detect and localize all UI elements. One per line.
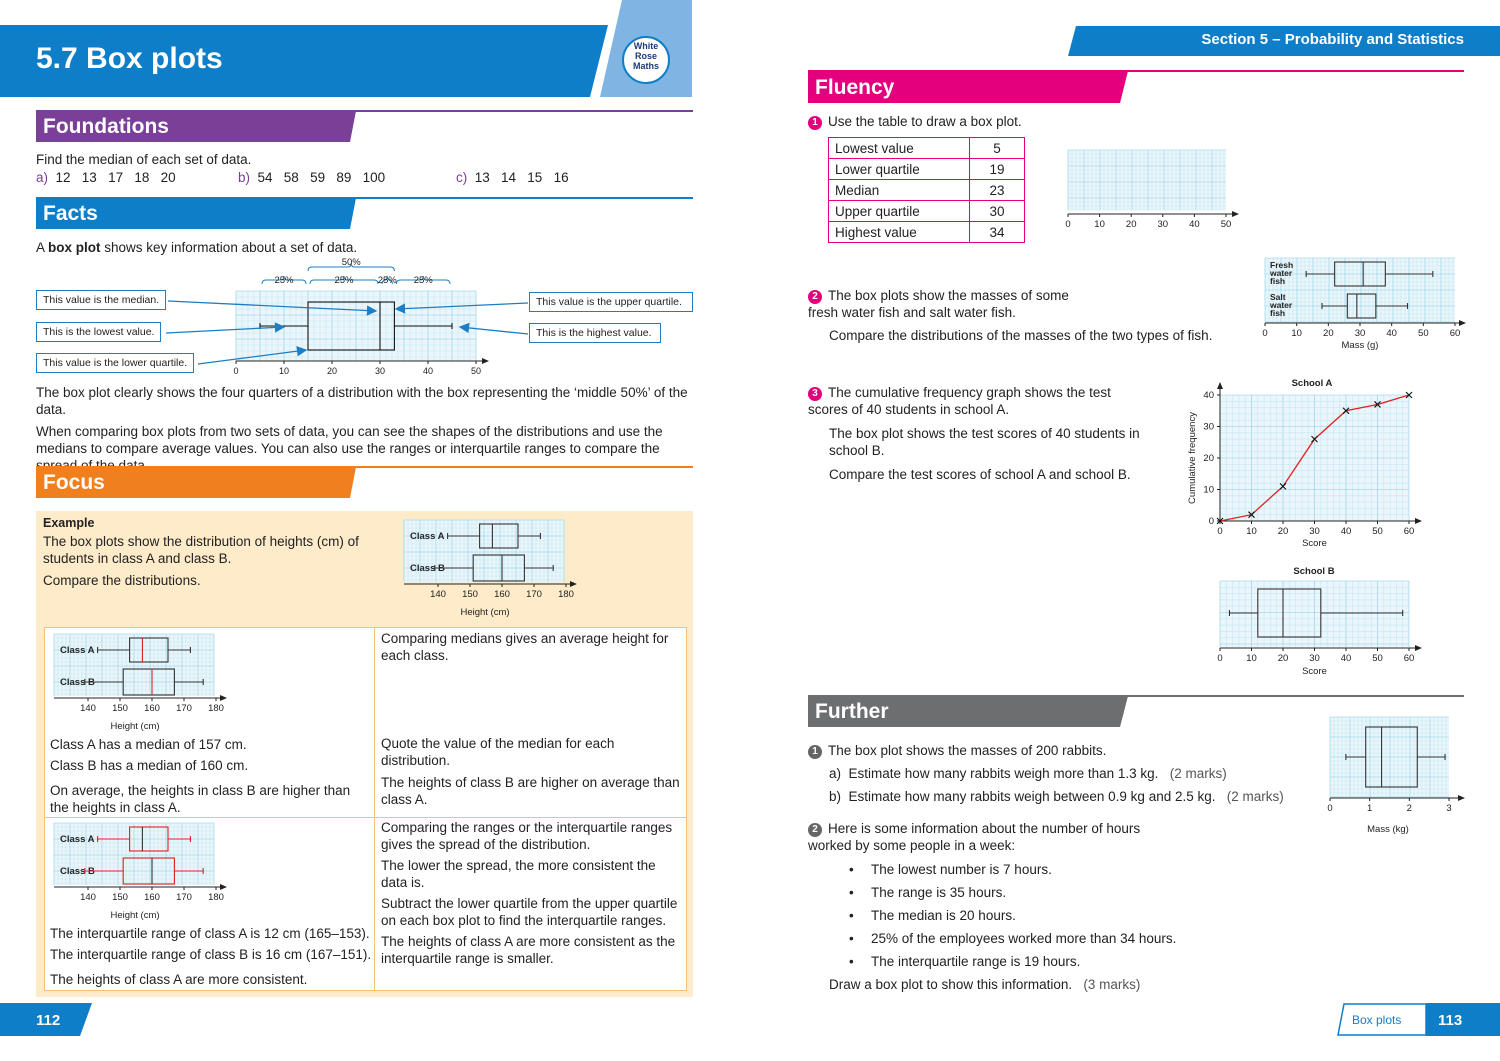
x-axis-arrow: [1415, 645, 1422, 651]
fluency-q3-text2: The box plot shows the test scores of 40 students in school B.: [829, 426, 1140, 458]
y-axis-arrow: [1217, 382, 1223, 389]
x-tick-label: 50: [1220, 219, 1232, 230]
salt-water-fish-label: water: [1270, 300, 1293, 310]
row1-right-text: Quote the value of the median for each distribution. The heights of class B are higher on average than class A.: [381, 736, 680, 807]
callout-upper-quartile: This value is the upper quartile.: [529, 292, 693, 312]
middle-half-label: 50%: [341, 257, 361, 268]
x-tick-label: 160: [494, 589, 510, 600]
callout-lowest: This is the lowest value.: [36, 322, 161, 342]
x-tick-label: 20: [326, 366, 338, 376]
callout-arrows: [0, 280, 700, 380]
x-axis-arrow: [220, 695, 227, 701]
fluency-q3: 3 The cumulative frequency graph shows the test scores of 40 students in school A.: [808, 385, 1111, 417]
y-tick-label: 0: [1208, 516, 1214, 527]
rabbit-x-label: Mass (kg): [1367, 824, 1409, 835]
x-tick-label: 140: [80, 703, 96, 714]
salt-water-fish-label: Salt: [1270, 292, 1286, 302]
x-tick-label: 50: [470, 366, 482, 376]
foundations-part-b: b) 54 58 59 89 100: [238, 170, 386, 185]
x-tick-label: 20: [1277, 653, 1289, 664]
foundations-part-a: a) 12 13 17 18 20: [36, 170, 176, 185]
x-axis-arrow: [1458, 795, 1465, 801]
class-b-label: Class B: [60, 677, 95, 688]
left-page-number: 112: [36, 1012, 61, 1029]
x-tick-label: 10: [1291, 328, 1302, 339]
fluency-q2-task: Compare the distributions of the masses of the two types of fish.: [829, 328, 1213, 343]
x-tick-label: 170: [176, 703, 192, 714]
facts-intro: A box plot shows key information about a set of data.: [36, 240, 358, 255]
example-label: Example: [43, 516, 95, 530]
x-tick-label: 40: [1189, 219, 1200, 230]
bullet-item: • The range is 35 hours.: [871, 884, 1321, 901]
cf-x-label: Score: [1302, 538, 1327, 549]
example-box-plots: [400, 516, 590, 620]
x-tick-label: 40: [1386, 328, 1397, 339]
further-q2: 2 Here is some information about the number of hours worked by some people in a week:: [808, 821, 1141, 853]
class-a-label: Class A: [410, 531, 445, 542]
x-axis-arrow: [220, 884, 227, 890]
fluency-heading: Fluency: [815, 76, 895, 99]
x-tick-label: 10: [1094, 219, 1105, 230]
further-heading: Further: [815, 700, 889, 723]
quarter-label: 25%: [274, 275, 294, 286]
bullet-item: • The median is 20 hours.: [871, 907, 1321, 924]
class-a-label: Class A: [60, 834, 95, 845]
salt-water-fish-label: fish: [1270, 308, 1286, 318]
row1-right-top: Comparing medians gives an average height for each class.: [381, 631, 669, 663]
school-b-title: School B: [1293, 566, 1335, 577]
x-tick-label: 10: [1246, 653, 1257, 664]
class-a-label: Class A: [60, 645, 95, 656]
x-axis-arrow: [1232, 211, 1239, 217]
fresh-water-fish-label: water: [1270, 268, 1293, 278]
q1-number: 1: [808, 116, 822, 130]
foundations-part-c: c) 13 14 15 16: [456, 170, 569, 185]
school-a-cumulative-frequency-graph: [1180, 375, 1440, 555]
x-tick-label: 10: [1246, 526, 1257, 537]
x-tick-label: 30: [1354, 328, 1366, 339]
row1-left-text: Class A has a median of 157 cm. Class B has a median of 160 cm. On average, the heights in class B are higher than the heights in class A.: [50, 737, 351, 815]
q1-blank-grid: [1060, 148, 1250, 238]
school-b-x-label: Score: [1302, 666, 1327, 677]
rabbit-mass-box-plot: [1318, 713, 1478, 837]
further-q1: 1 The box plot shows the masses of 200 rabbits.: [808, 742, 1106, 759]
foundations-instruction: Find the median of each set of data.: [36, 152, 252, 167]
height-axis-label: Height (cm): [110, 910, 160, 921]
x-tick-label: 180: [208, 703, 224, 714]
q1-data-table: Lowest value 5 Lower quartile 19 Median 23 Upper quartile 30 Highest value 34: [828, 137, 1025, 243]
facts-heading: Facts: [43, 202, 98, 225]
section-title: Section 5 – Probability and Statistics: [1201, 31, 1464, 48]
foundations-heading: Foundations: [43, 115, 169, 138]
callout-lower-quartile: This value is the lower quartile.: [36, 353, 194, 373]
fresh-water-fish-label: fish: [1270, 276, 1286, 286]
x-tick-label: 50: [1372, 653, 1383, 664]
q3-number: 3: [808, 387, 822, 401]
x-tick-label: 50: [1418, 328, 1429, 339]
x-tick-label: 140: [80, 892, 96, 903]
fluency-q3-text3: Compare the test scores of school A and school B.: [829, 467, 1131, 482]
facts-paragraph-2: When comparing box plots from two sets of data, you can see the shapes of the distributions and use the medians to compare average values. You can also use the ranges or interquartile ranges to compare the: [36, 424, 663, 456]
x-tick-label: 40: [422, 366, 434, 376]
y-tick-label: 20: [1203, 453, 1214, 464]
height-axis-label: Height (cm): [110, 721, 160, 732]
q2-number: 2: [808, 290, 822, 304]
callout-highest: This is the highest value.: [529, 323, 661, 343]
x-tick-label: 20: [1125, 219, 1137, 230]
further-q1a: a) Estimate how many rabbits weigh more than 1.3 kg. (2 marks): [829, 766, 1227, 781]
x-tick-label: 150: [112, 892, 128, 903]
x-tick-label: 0: [1262, 328, 1268, 339]
callout-median: This value is the median.: [36, 290, 166, 310]
y-tick-label: 40: [1203, 390, 1214, 401]
x-tick-label: 60: [1403, 526, 1415, 537]
x-tick-label: 150: [112, 703, 128, 714]
x-tick-label: 20: [1323, 328, 1334, 339]
x-tick-label: 170: [526, 589, 542, 600]
further-q2-number: 2: [808, 823, 822, 837]
class-b-label: Class B: [60, 866, 95, 877]
bullet-item: • 25% of the employees worked more than 34 hours.: [871, 930, 1321, 947]
row2-right-text: Comparing the ranges or the interquartile ranges gives the spread of the distribution. The lower the spread, the more consistent the data is. Subtract the lower quartile from the upper quartile on each box plot to find the interquartile ranges. The heights of class A are more consistent as the interquartile range is smaller.: [381, 820, 678, 966]
further-q2-task: Draw a box plot to show this information. (3 marks): [829, 977, 1141, 992]
bullet-item: • The lowest number is 7 hours.: [871, 861, 1321, 878]
chapter-title: 5.7 Box plots: [36, 42, 223, 75]
x-tick-label: 180: [208, 892, 224, 903]
fish-axis-label: Mass (g): [1341, 340, 1379, 351]
x-tick-label: 20: [1277, 526, 1289, 537]
further-q1-number: 1: [808, 745, 822, 759]
x-tick-label: 160: [144, 892, 160, 903]
x-tick-label: 40: [1340, 653, 1352, 664]
white-rose-logo: White Rose Maths: [632, 41, 659, 71]
fluency-q1: 1 Use the table to draw a box plot.: [808, 113, 1022, 130]
example-task: Compare the distributions.: [43, 573, 201, 588]
y-tick-label: 10: [1203, 484, 1214, 496]
x-tick-label: 60: [1403, 653, 1415, 664]
class-b-label: Class B: [410, 563, 445, 574]
x-tick-label: 140: [430, 589, 446, 600]
focus-heading: Focus: [43, 471, 105, 494]
x-tick-label: 50: [1372, 526, 1383, 537]
school-b-box-plot: [1180, 563, 1440, 681]
x-tick-label: 0: [1327, 803, 1333, 814]
cf-y-label: Cumulative frequency: [1187, 412, 1198, 504]
row1-box-plots: [50, 630, 240, 734]
row2-left-text: The interquartile range of class A is 12 cm (165–153). The interquartile range of class B is 16 cm (167–151). The heights of class A are more consistent.: [50, 926, 372, 987]
height-axis-label: Height (cm): [460, 607, 510, 618]
x-tick-label: 2: [1406, 803, 1412, 814]
facts-paragraph-1: The box plot clearly shows the four quarters of a distribution with the box representing the ‘middle 50%’ of the data.: [36, 385, 688, 417]
quarter-label: 25%: [377, 275, 397, 286]
x-tick-label: 170: [176, 892, 192, 903]
footer-topic-tag: Box plots: [1352, 1013, 1402, 1027]
x-tick-label: 150: [462, 589, 478, 600]
fish-box-plots: [1255, 255, 1475, 355]
x-tick-label: 0: [233, 366, 239, 376]
x-tick-label: 40: [1340, 526, 1352, 537]
quarter-label: 25%: [334, 275, 354, 286]
further-q1b: b) Estimate how many rabbits weigh between 0.9 kg and 2.5 kg. (2 marks): [829, 789, 1284, 804]
bullet-item: • The interquartile range is 19 hours.: [871, 953, 1321, 970]
x-tick-label: 1: [1367, 803, 1373, 814]
x-tick-label: 3: [1446, 803, 1452, 814]
x-tick-label: 160: [144, 703, 160, 714]
row2-box-plots: [50, 819, 240, 923]
fluency-q2: 2 The box plots show the masses of some fresh water fish and salt water fish.: [808, 288, 1069, 320]
example-text: The box plots show the distribution of heights (cm) of students in class A and class B.: [43, 534, 359, 566]
x-tick-label: 0: [1065, 219, 1071, 230]
x-tick-label: 0: [1217, 653, 1223, 664]
x-tick-label: 30: [374, 366, 386, 376]
school-a-title: School A: [1291, 378, 1333, 389]
x-axis-arrow: [1415, 518, 1422, 524]
quarter-label: 25%: [413, 275, 433, 286]
y-tick-label: 30: [1203, 421, 1214, 433]
x-tick-label: 30: [1309, 526, 1320, 537]
x-tick-label: 10: [278, 366, 290, 376]
x-tick-label: 180: [558, 589, 574, 600]
right-page-number: 113: [1438, 1012, 1463, 1029]
grid-background: [1068, 150, 1226, 210]
x-tick-label: 60: [1449, 328, 1461, 339]
x-axis-arrow: [1459, 320, 1466, 326]
x-tick-label: 30: [1157, 219, 1169, 230]
further-q2-bullets: [871, 861, 1321, 970]
x-axis-arrow: [570, 581, 577, 587]
x-tick-label: 0: [1217, 526, 1223, 537]
fresh-water-fish-label: Fresh: [1270, 260, 1294, 270]
x-tick-label: 30: [1309, 653, 1320, 664]
